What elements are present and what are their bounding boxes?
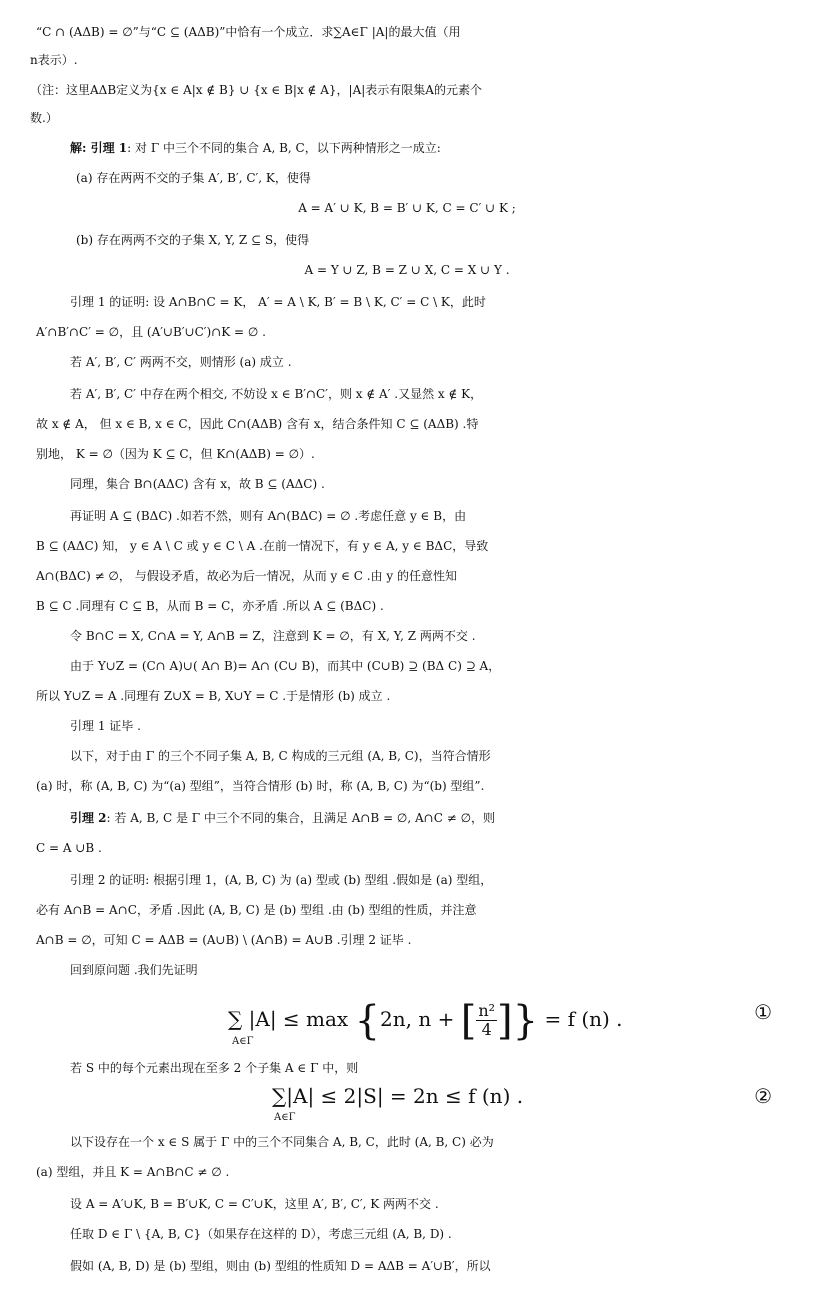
eq1-fraction — [476, 1002, 497, 1039]
proof-line: A∩(BΔC) ≠ ∅， 与假设矛盾，故必为后一情况，从而 y ∈ C .由 y 的任意性知 — [36, 569, 458, 583]
eq1-lhs: ∑ |A| ≤ max — [228, 1007, 349, 1031]
proof-line: 若 A′, B′, C′ 两两不交，则情形 (a) 成立 . — [70, 355, 292, 369]
case-b: (b) 存在两两不交的子集 X, Y, Z ⊆ S，使得 — [76, 233, 310, 247]
tail-line: 假如 (A, B, D) 是 (b) 型组，则由 (b) 型组的性质知 D = AΔB = A′∪B′，所以 — [70, 1259, 491, 1273]
tail-line: 设 A = A′∪K, B = B′∪K, C = C′∪K，这里 A′, B′, C′, K 两两不交 . — [70, 1197, 439, 1211]
proof-line: A′∩B′∩C′ = ∅，且 (A′∪B′∪C′)∩K = ∅ . — [36, 325, 266, 339]
eq1-fraction-denominator: 4 — [481, 1020, 492, 1039]
proof-line: 引理 1 的证明: 设 A∩B∩C = K， A′ = A \ K, B′ = B \ K, C′ = C \ K，此时 — [70, 295, 486, 309]
equation-1 — [0, 990, 814, 1054]
solution-label: 解 — [70, 141, 83, 155]
proof-line: (a) 时，称 (A, B, C) 为“(a) 型组”，当符合情形 (b) 时，称 (A, B, C) 为“(b) 型组”. — [36, 779, 485, 793]
lemma1-statement: 解: 引理 1: 对 Γ 中三个不同的集合 A, B, C，以下两种情形之一成立: — [70, 141, 441, 155]
lemma2-label: 引理 2 — [70, 811, 107, 825]
tail-line: (a) 型组，并且 K = A∩B∩C ≠ ∅ . — [36, 1165, 230, 1179]
lemma2-statement — [0, 804, 814, 834]
lemma1-text: : 对 Γ 中三个不同的集合 A, B, C，以下两种情形之一成立: — [127, 141, 441, 155]
eq1-body: 2n, n + — [380, 1007, 461, 1031]
proof2-line: 必有 A∩B = A∩C，矛盾 .因此 (A, B, C) 是 (b) 型组 .由 (b) 型组的性质，并注意 — [36, 903, 477, 917]
tail-line: 任取 D ∈ Γ \ {A, B, C}（如果存在这样的 D），考虑三元组 (A, B, D) . — [70, 1227, 452, 1241]
proof-line: 由于 Y∪Z = (C∩ A)∪( A∩ B)= A∩ (C∪ B)，而其中 (C∪B) ⊇ (BΔ C) ⊇ A， — [70, 659, 501, 673]
lemma1-label: 引理 1 — [90, 141, 128, 155]
case-a: (a) 存在两两不交的子集 A′, B′, C′, K，使得 — [76, 171, 311, 185]
equation-number-1: ① — [754, 1000, 772, 1024]
eq1-fraction-numerator: n² — [478, 1001, 496, 1020]
eq1-subscript: A∈Γ — [232, 1036, 254, 1047]
proof-line: 再证明 A ⊆ (BΔC) .如若不然，则有 A∩(BΔC) = ∅ .考虑任意 y ∈ B，由 — [70, 509, 467, 523]
case-a-equation: A = A′ ∪ K, B = B′ ∪ K, C = C′ ∪ K ; — [298, 201, 516, 215]
proof-line: 若 A′, B′, C′ 中存在两个相交, 不妨设 x ∈ B′∩C′，则 x ∉ A′ .又显然 x ∉ K， — [70, 387, 483, 401]
proof2-line: 回到原问题 .我们先证明 — [70, 963, 198, 977]
note-line-1: （注：这里AΔB定义为{x ∈ A|x ∉ B} ∪ {x ∈ B|x ∉ A}，|A|表示有限集A的元素个 — [30, 83, 482, 97]
proof-line: 令 B∩C = X, C∩A = Y, A∩B = Z，注意到 K = ∅，有 X, Y, Z 两两不交 . — [70, 629, 476, 643]
problem-line-1: “C ∩ (AΔB) = ∅”与“C ⊆ (AΔB)”中恰有一个成立．求∑A∈Γ |A|的最大值（用 — [36, 25, 461, 39]
proof-line: 故 x ∉ A， 但 x ∈ B, x ∈ C，因此 C∩(AΔB) 含有 x，结合条件知 C ⊆ (AΔB) .特 — [36, 417, 479, 431]
eq2-subscript: A∈Γ — [274, 1112, 296, 1123]
after-eq1-line: 若 S 中的每个元素出现在至多 2 个子集 A ∈ Γ 中，则 — [70, 1061, 359, 1075]
eq2-body: ∑|A| ≤ 2|S| = 2n ≤ f (n) . — [272, 1084, 524, 1108]
proof-line: 同理，集合 B∩(AΔC) 含有 x，故 B ⊆ (AΔC) . — [70, 477, 325, 491]
proof-line: 所以 Y∪Z = A .同理有 Z∪X = B, X∪Y = C .于是情形 (b) 成立 . — [36, 689, 391, 703]
lemma2-text: : 若 A, B, C 是 Γ 中三个不同的集合，且满足 A∩B = ∅, A∩C ≠ ∅，则 — [106, 811, 496, 825]
case-b-equation: A = Y ∪ Z, B = Z ∪ X, C = X ∪ Y . — [304, 263, 510, 277]
proof2-line: 引理 2 的证明: 根据引理 1，(A, B, C) 为 (a) 型或 (b) 型组 .假如是 (a) 型组， — [70, 873, 493, 887]
eq1-rhs: = f (n) . — [538, 1007, 623, 1031]
problem-line-2: n表示）. — [30, 53, 78, 67]
proof-line: B ⊆ C .同理有 C ⊆ B，从而 B = C，亦矛盾 .所以 A ⊆ (BΔC) . — [36, 599, 384, 613]
note-line-2: 数.） — [30, 111, 58, 125]
equation-number-2: ② — [754, 1084, 772, 1108]
tail-line: 以下设存在一个 x ∈ S 属于 Γ 中的三个不同集合 A, B, C，此时 (A, B, C) 必为 — [70, 1135, 494, 1149]
proof-line: B ⊆ (AΔC) 知， y ∈ A \ C 或 y ∈ C \ A .在前一情况下，有 y ∈ A, y ∈ BΔC，导致 — [36, 539, 489, 553]
equation-1-content: ∑ |A| ≤ max {2n, n + [ $\frac{\text{n²}}{4}$ ]} = f (n) . — [228, 998, 623, 1044]
proof-line: 以下，对于由 Γ 的三个不同子集 A, B, C 构成的三元组 (A, B, C)，当符合情形 — [70, 749, 491, 763]
proof2-line: A∩B = ∅，可知 C = AΔB = (A∪B) \ (A∩B) = A∪B .引理 2 证毕 . — [36, 933, 412, 947]
proof-line: 引理 1 证毕 . — [70, 719, 141, 733]
proof-line: 别地， K = ∅（因为 K ⊆ C，但 K∩(AΔB) = ∅）. — [36, 447, 315, 461]
lemma2-line-2: C = A ∪B . — [36, 841, 102, 855]
